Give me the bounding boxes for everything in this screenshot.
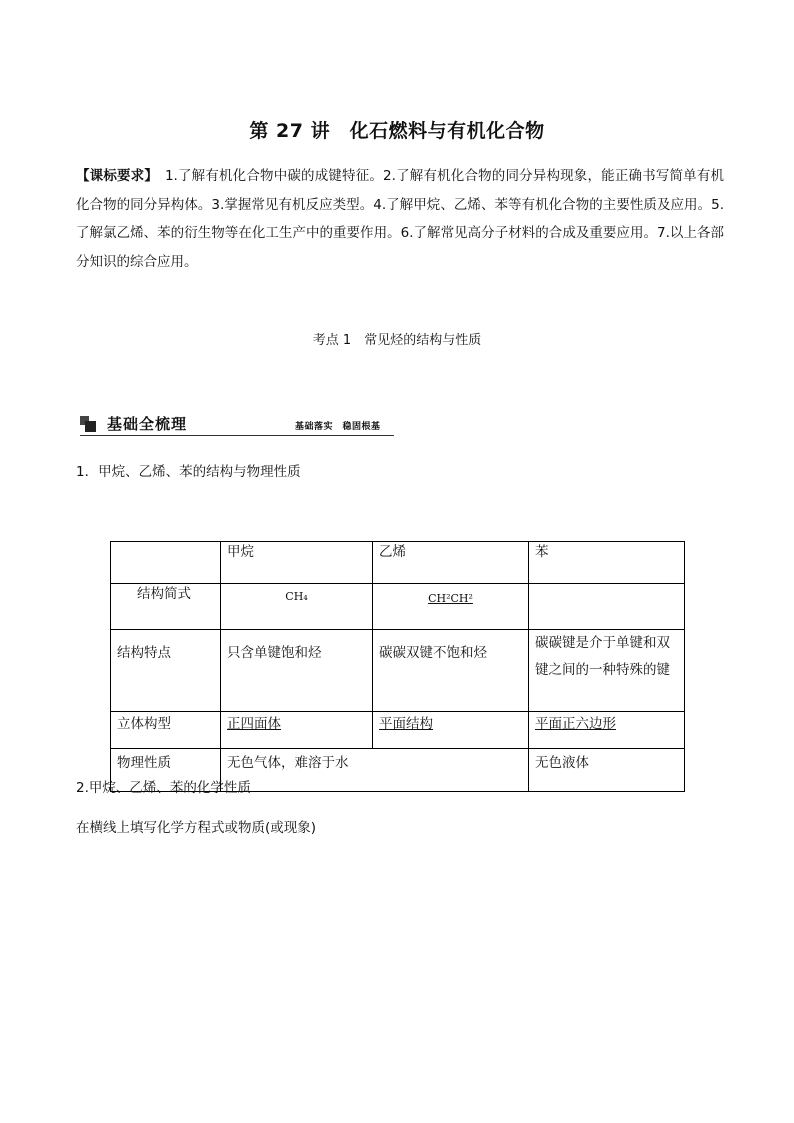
table-cell [529,712,685,749]
table-cell: 碳碳键是介于单键和双键之间的一种特殊的键 [529,630,685,712]
benzene-shape: 平面正六边形 [535,716,616,732]
table-cell [373,584,529,630]
page-title: 第 27 讲 化石燃料与有机化合物 [249,120,545,142]
section-header [80,413,394,436]
ethylene-shape: 平面结构 [379,716,433,732]
table-header-cell: 甲烷 [221,542,373,584]
table-cell [373,712,529,749]
table-row [111,630,685,712]
properties-table [110,541,685,792]
subsection-heading-1: 1．甲烷、乙烯、苯的结构与物理性质 [76,464,301,480]
row-label: 立体构型 [111,712,221,749]
table-header-cell [111,542,221,584]
table-cell [221,712,373,749]
section-square-icon [80,416,96,432]
row-label: 物理性质 [111,749,221,792]
section-subheading: 基础落实 稳固根基 [295,422,381,432]
table-cell: 无色气体，难溶于水 [221,749,529,792]
subsection-heading-2: 2.甲烷、乙烯、苯的化学性质 [76,780,251,796]
row-label: 结构简式 [111,584,221,630]
instruction-note: 在横线上填写化学方程式或物质(或现象) [76,820,317,836]
section-heading: 基础全梳理 [107,415,188,433]
requirements-text: 1.了解有机化合物中碳的成键特征。2.了解有机化合物的同分异构现象，能正确书写简单有机化合物的同分异构体。3.掌握常见有机反应类型。4.了解甲烷、乙烯、苯等有机化合物的主要性质及应用。5.了解氯乙烯、苯的衍生物等在化工生产中的重要作用。6.了解常见高分子材料的合成及重要应用。7.以上各部分知识的综合应用。 [76,168,725,270]
requirements-tag: 【课标要求】 [76,168,152,184]
table-header-cell: 苯 [529,542,685,584]
ethylene-formula: CH²CH² [428,592,473,605]
curriculum-requirements [76,162,724,276]
methane-formula: CH₄ [285,590,308,603]
table-cell: 碳碳双键不饱和烃 [373,630,529,712]
table-cell: 无色液体 [529,749,685,792]
table-cell [529,584,685,630]
table-cell [221,584,373,630]
row-label: 结构特点 [111,630,221,712]
table-row [111,712,685,749]
table-cell: 只含单键饱和烃 [221,630,373,712]
methane-shape: 正四面体 [227,716,281,732]
topic-heading: 考点 1 常见烃的结构与性质 [312,333,482,348]
table-header-cell: 乙烯 [373,542,529,584]
table-row [111,584,685,630]
table-header-row [111,542,685,584]
